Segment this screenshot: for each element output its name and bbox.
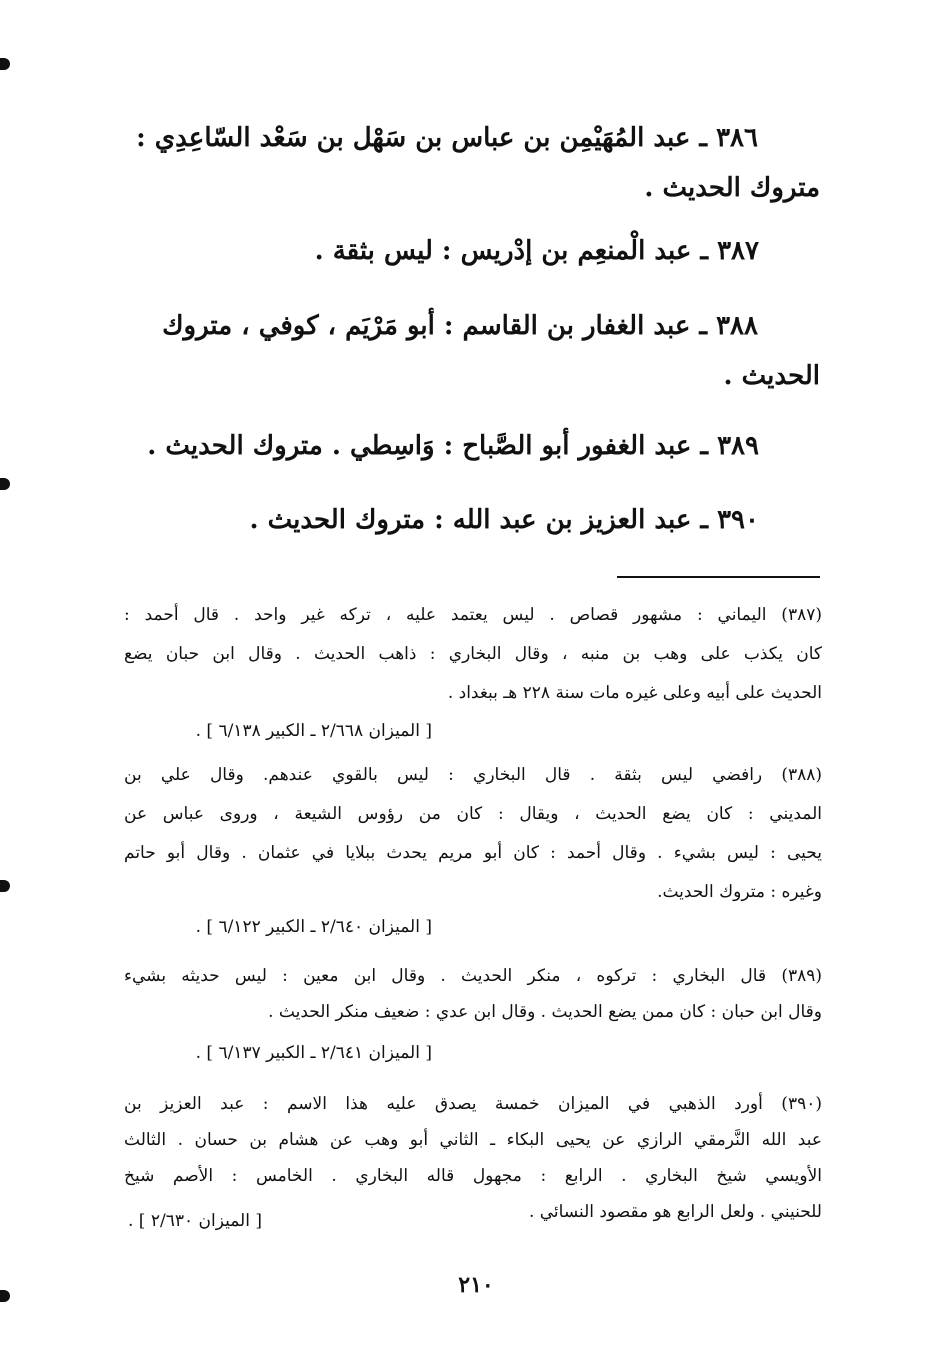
entry-390: ٣٩٠ ـ عبد العزيز بن عبد الله : متروك الحديث . — [249, 505, 759, 535]
entry-388-line1: ٣٨٨ ـ عبد الغفار بن القاسم : أبو مَرْيَم ، كوفي ، متروك — [162, 311, 758, 341]
entry-386-continuation: متروك الحديث . — [644, 173, 820, 203]
footnote-389: (٣٨٩) قال البخاري : تركوه ، منكر الحديث . وقال ابن معين : ليس حديثه بشيء وقال ابن حبان : كان ممن يضع الحديث . وقال ابن عدي : ضعيف منكر الحديث . — [124, 966, 822, 1022]
entry-387: ٣٨٧ ـ عبد الْمنعِم بن إدْريس : ليس بثقة . — [314, 236, 759, 266]
margin-mark — [0, 880, 10, 892]
entry-386 — [128, 112, 758, 164]
footnote-390-reference: [ الميزان ٢/٦٣٠ ] . — [128, 1211, 262, 1231]
footnote-389-reference: [ الميزان ٢/٦٤١ ـ الكبير ٦/١٣٧ ] . — [195, 1043, 432, 1063]
footnote-387: (٣٨٧) اليماني : مشهور قصاص . ليس يعتمد عليه ، تركه غير واحد . قال أحمد : كان يكذب على وهب بن منبه ، وقال البخاري : ذاهب الحديث . وقال ابن حبان يضع الحديث على أبيه وعلى غيره مات سنة ٢٢٨ هـ ببغداد . — [124, 605, 822, 703]
footnote-388-reference: [ الميزان ٢/٦٤٠ ـ الكبير ٦/١٢٢ ] . — [195, 917, 432, 937]
footnote-387-reference: [ الميزان ٢/٦٦٨ ـ الكبير ٦/١٣٨ ] . — [195, 721, 432, 741]
footnote-separator — [617, 576, 820, 578]
margin-mark — [0, 478, 10, 490]
entry-389: ٣٨٩ ـ عبد الغفور أبو الصَّباح : وَاسِطي . متروك الحديث . — [147, 431, 759, 461]
entry-388-continuation: الحديث . — [723, 361, 820, 391]
page-number: ٢١٠ — [458, 1272, 494, 1298]
footnote-388: (٣٨٨) رافضي ليس بثقة . قال البخاري : ليس بالقوي عندهم. وقال علي بن المديني : كان يضع الحديث ، ويقال : كان من رؤوس الشيعة ، وروى عباس عن يحيى : ليس بشيء . وقال أحمد : كان أبو مريم يحدث ببلايا في عثمان . وقال أبو حاتم وغيره : متروك الحديث. — [124, 765, 822, 902]
margin-mark — [0, 58, 10, 70]
entry-386-line1: ٣٨٦ ـ عبد المُهَيْمِن بن عباس بن سَهْل بن سَعْد السّاعِدِي : — [136, 123, 758, 153]
entry-388 — [124, 300, 758, 352]
footnote-390: (٣٩٠) أورد الذهبي في الميزان خمسة يصدق عليه هذا الاسم : عبد العزيز بن عبد الله النَّرمقي الرازي عن يحيى البكاء ـ الثاني أبو وهب عن هشام بن حسان . الثالث الأويسي شيخ البخاري . الرابع : مجهول قاله البخاري . الخامس : الأصم شيخ للحنيني . ولعل الرابع هو مقصود النسائي . — [124, 1094, 822, 1222]
